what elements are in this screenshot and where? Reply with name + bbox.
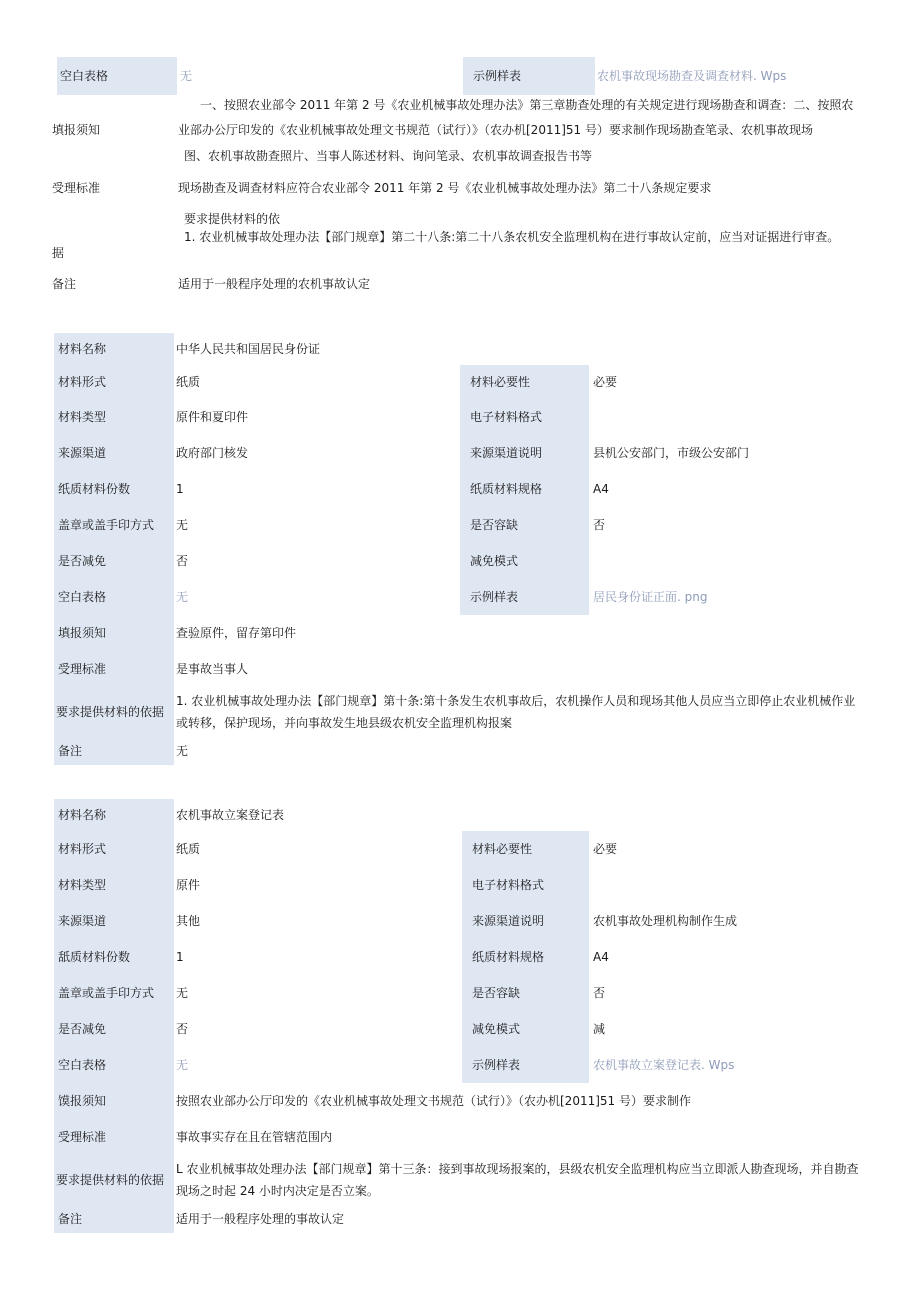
material-2-e-format-value bbox=[593, 867, 893, 903]
material-2-fill-notice-value: 按照农业部办公厅印发的《农业机械事故处理文书规范（试行）》（农办机[2011]51 号）要求制作 bbox=[176, 1094, 691, 1108]
fill-notice-line-2: 业部办公厅印发的《农业机械事故处理文书规范（试行）》（农办机[2011]51 号）要求制作现场勘查笔录、农机事故现场 bbox=[178, 123, 813, 137]
material-2-seal-label: 盖章或盖手印方式 bbox=[54, 975, 174, 1011]
material-1-source-value: 政府部门核发 bbox=[176, 446, 249, 460]
material-1-tolerance-label: 是否容缺 bbox=[460, 507, 589, 543]
material-1-e-format-label: 电子材料格式 bbox=[460, 399, 589, 435]
material-2-basis-value: L 农业机械事故处理办法【部门规章】第十三条：接到事故现场报案的，县级农机安全监理机构应当立即派人勘查现场，并自勘查现场之时起 24 小时内决定是否立案。 bbox=[176, 1162, 859, 1198]
material-2-source-value: 其他 bbox=[176, 914, 201, 928]
material-1-seal-label: 盖章或盖手印方式 bbox=[54, 507, 174, 543]
material-1-source-desc-label: 来源渠道说明 bbox=[460, 435, 589, 471]
material-1-source-desc-value: 县机公安部门，市级公安部门 bbox=[593, 446, 750, 460]
material-1-exempt-mode-label: 减免模式 bbox=[460, 543, 589, 579]
material-2-accept-value: 事故事实存在且在管辖范围内 bbox=[176, 1130, 333, 1144]
material-1-accept-value: 是事故当事人 bbox=[176, 662, 249, 676]
material-1-paper-spec-label: 纸质材料规格 bbox=[460, 471, 589, 507]
material-1-remark-value: 无 bbox=[176, 744, 189, 758]
material-2-remark-label: 备注 bbox=[54, 1205, 174, 1233]
material-2-necessity-label: 材料必要性 bbox=[462, 831, 589, 867]
material-2-source-desc-value: 农机事故处理机构制作生成 bbox=[593, 914, 738, 928]
material-2-blank-form-value[interactable]: 无 bbox=[176, 1058, 189, 1072]
basis-value: 1. 农业机械事故处理办法【部门规章】第二十八条:第二十八条农机安全监理机构在进行事故认定前，应当对证据进行审查。 bbox=[184, 230, 840, 244]
material-1-exempt-value: 否 bbox=[176, 554, 189, 568]
remark-label: 备注 bbox=[52, 277, 77, 291]
material-1-e-format-value bbox=[593, 399, 893, 435]
material-2-fill-notice-label: 馍报须知 bbox=[54, 1083, 174, 1119]
material-2-exempt-mode-value: 减 bbox=[593, 1022, 606, 1036]
material-1-paper-spec-value: A4 bbox=[593, 482, 609, 496]
basis-label-part-1: 要求提供材料的依 bbox=[184, 212, 281, 226]
material-2-paper-spec-value: A4 bbox=[593, 950, 609, 964]
material-2-name-label: 材料名称 bbox=[54, 799, 174, 831]
material-2-form-value: 纸质 bbox=[176, 842, 201, 856]
material-1-source-label: 来源渠道 bbox=[54, 435, 174, 471]
material-2-source-label: 来源渠道 bbox=[54, 903, 174, 939]
material-1-name-value: 中华人民共和国居民身份证 bbox=[176, 342, 321, 356]
material-1-basis-label: 要求提供材料的依据 bbox=[54, 687, 174, 737]
material-1-tolerance-value: 否 bbox=[593, 518, 606, 532]
material-1-sample-label: 示例样表 bbox=[460, 579, 589, 615]
material-2-copies-label: 舐质材料份数 bbox=[54, 939, 174, 975]
material-2-basis-label: 要求提供材料的依据 bbox=[54, 1155, 174, 1205]
material-2-sample-link[interactable]: 农机事故立案登记表. Wps bbox=[593, 1058, 735, 1072]
sample-form-link[interactable]: 农机事故现场勘查及调查材料. Wps bbox=[597, 69, 787, 83]
material-1-sample-link[interactable]: 居民身份证正面. png bbox=[593, 590, 708, 604]
material-1-necessity-label: 材料必要性 bbox=[460, 365, 589, 399]
blank-form-label: 空白表格 bbox=[57, 57, 177, 95]
material-1-seal-value: 无 bbox=[176, 518, 189, 532]
material-1-type-label: 材料类型 bbox=[54, 399, 174, 435]
material-2-paper-spec-label: 纸质材料规格 bbox=[462, 939, 589, 975]
remark-value: 适用于一般程序处理的农机事故认定 bbox=[178, 277, 371, 291]
material-2-form-label: 材料形式 bbox=[54, 831, 174, 867]
material-2-blank-form-label: 空白表格 bbox=[54, 1047, 174, 1083]
material-2-e-format-label: 电子材料格式 bbox=[462, 867, 589, 903]
accept-standard-label: 受理标准 bbox=[52, 181, 101, 195]
material-1-fill-notice-label: 填报须知 bbox=[54, 615, 174, 651]
material-1-exempt-label: 是否减免 bbox=[54, 543, 174, 579]
material-1-fill-notice-value: 查验原件，留存第印件 bbox=[176, 626, 297, 640]
material-1-accept-label: 受理标准 bbox=[54, 651, 174, 687]
material-2-exempt-mode-label: 减免模式 bbox=[462, 1011, 589, 1047]
material-1-remark-label: 备注 bbox=[54, 737, 174, 765]
material-2-type-label: 材料类型 bbox=[54, 867, 174, 903]
material-1-copies-label: 纸质材料份数 bbox=[54, 471, 174, 507]
material-1-name-label: 材料名称 bbox=[54, 333, 174, 365]
material-1-form-value: 纸质 bbox=[176, 375, 201, 389]
material-2-tolerance-value: 否 bbox=[593, 986, 606, 1000]
basis-label-part-2: 据 bbox=[52, 246, 65, 260]
blank-form-value[interactable]: 无 bbox=[180, 69, 193, 83]
material-2-exempt-value: 否 bbox=[176, 1022, 189, 1036]
material-2-seal-value: 无 bbox=[176, 986, 189, 1000]
accept-standard-value: 现场勘查及调查材料应符合农业部令 2011 年第 2 号《农业机械事故处理办法》第二十八条规定要求 bbox=[178, 181, 712, 195]
material-1-blank-form-value[interactable]: 无 bbox=[176, 590, 189, 604]
sample-form-label: 示例样表 bbox=[463, 57, 595, 95]
fill-notice-line-3: 图、农机事故勘查照片、当事人陈述材料、询问笔录、农机事故调查报告书等 bbox=[184, 149, 593, 163]
material-1-basis-value: 1. 农业机械事故处理办法【部门规章】第十条:第十条发生农机事故后，农机操作人员和现场其他人员应当立即停止农业机械作业或转移，保护现场，并向事故发生地县级农机安全监理机构报案 bbox=[176, 694, 856, 730]
material-2-name-value: 农机事故立案登记表 bbox=[176, 808, 285, 822]
material-1-blank-form-label: 空白表格 bbox=[54, 579, 174, 615]
material-1-copies-value: 1 bbox=[176, 482, 184, 496]
material-1-form-label: 材料形式 bbox=[54, 365, 174, 399]
material-1-exempt-mode-value bbox=[593, 543, 893, 579]
material-2-copies-value: 1 bbox=[176, 950, 184, 964]
material-1-necessity-value: 必要 bbox=[593, 375, 618, 389]
material-2-type-value: 原件 bbox=[176, 878, 201, 892]
material-2-accept-label: 受理标准 bbox=[54, 1119, 174, 1155]
fill-notice-label: 填报须知 bbox=[52, 123, 101, 137]
material-2-necessity-value: 必要 bbox=[593, 842, 618, 856]
material-2-sample-label: 示例样表 bbox=[462, 1047, 589, 1083]
material-2-tolerance-label: 是否容缺 bbox=[462, 975, 589, 1011]
material-2-remark-value: 适用于一般程序处理的事故认定 bbox=[176, 1212, 345, 1226]
material-2-exempt-label: 是否减免 bbox=[54, 1011, 174, 1047]
fill-notice-line-1: 一、按照农业部令 2011 年第 2 号《农业机械事故处理办法》第三章勘查处理的有关规定进行现场勘查和调查：二、按照农 bbox=[200, 98, 854, 112]
material-1-type-value: 原件和夏印件 bbox=[176, 410, 249, 424]
material-2-source-desc-label: 来源渠道说明 bbox=[462, 903, 589, 939]
